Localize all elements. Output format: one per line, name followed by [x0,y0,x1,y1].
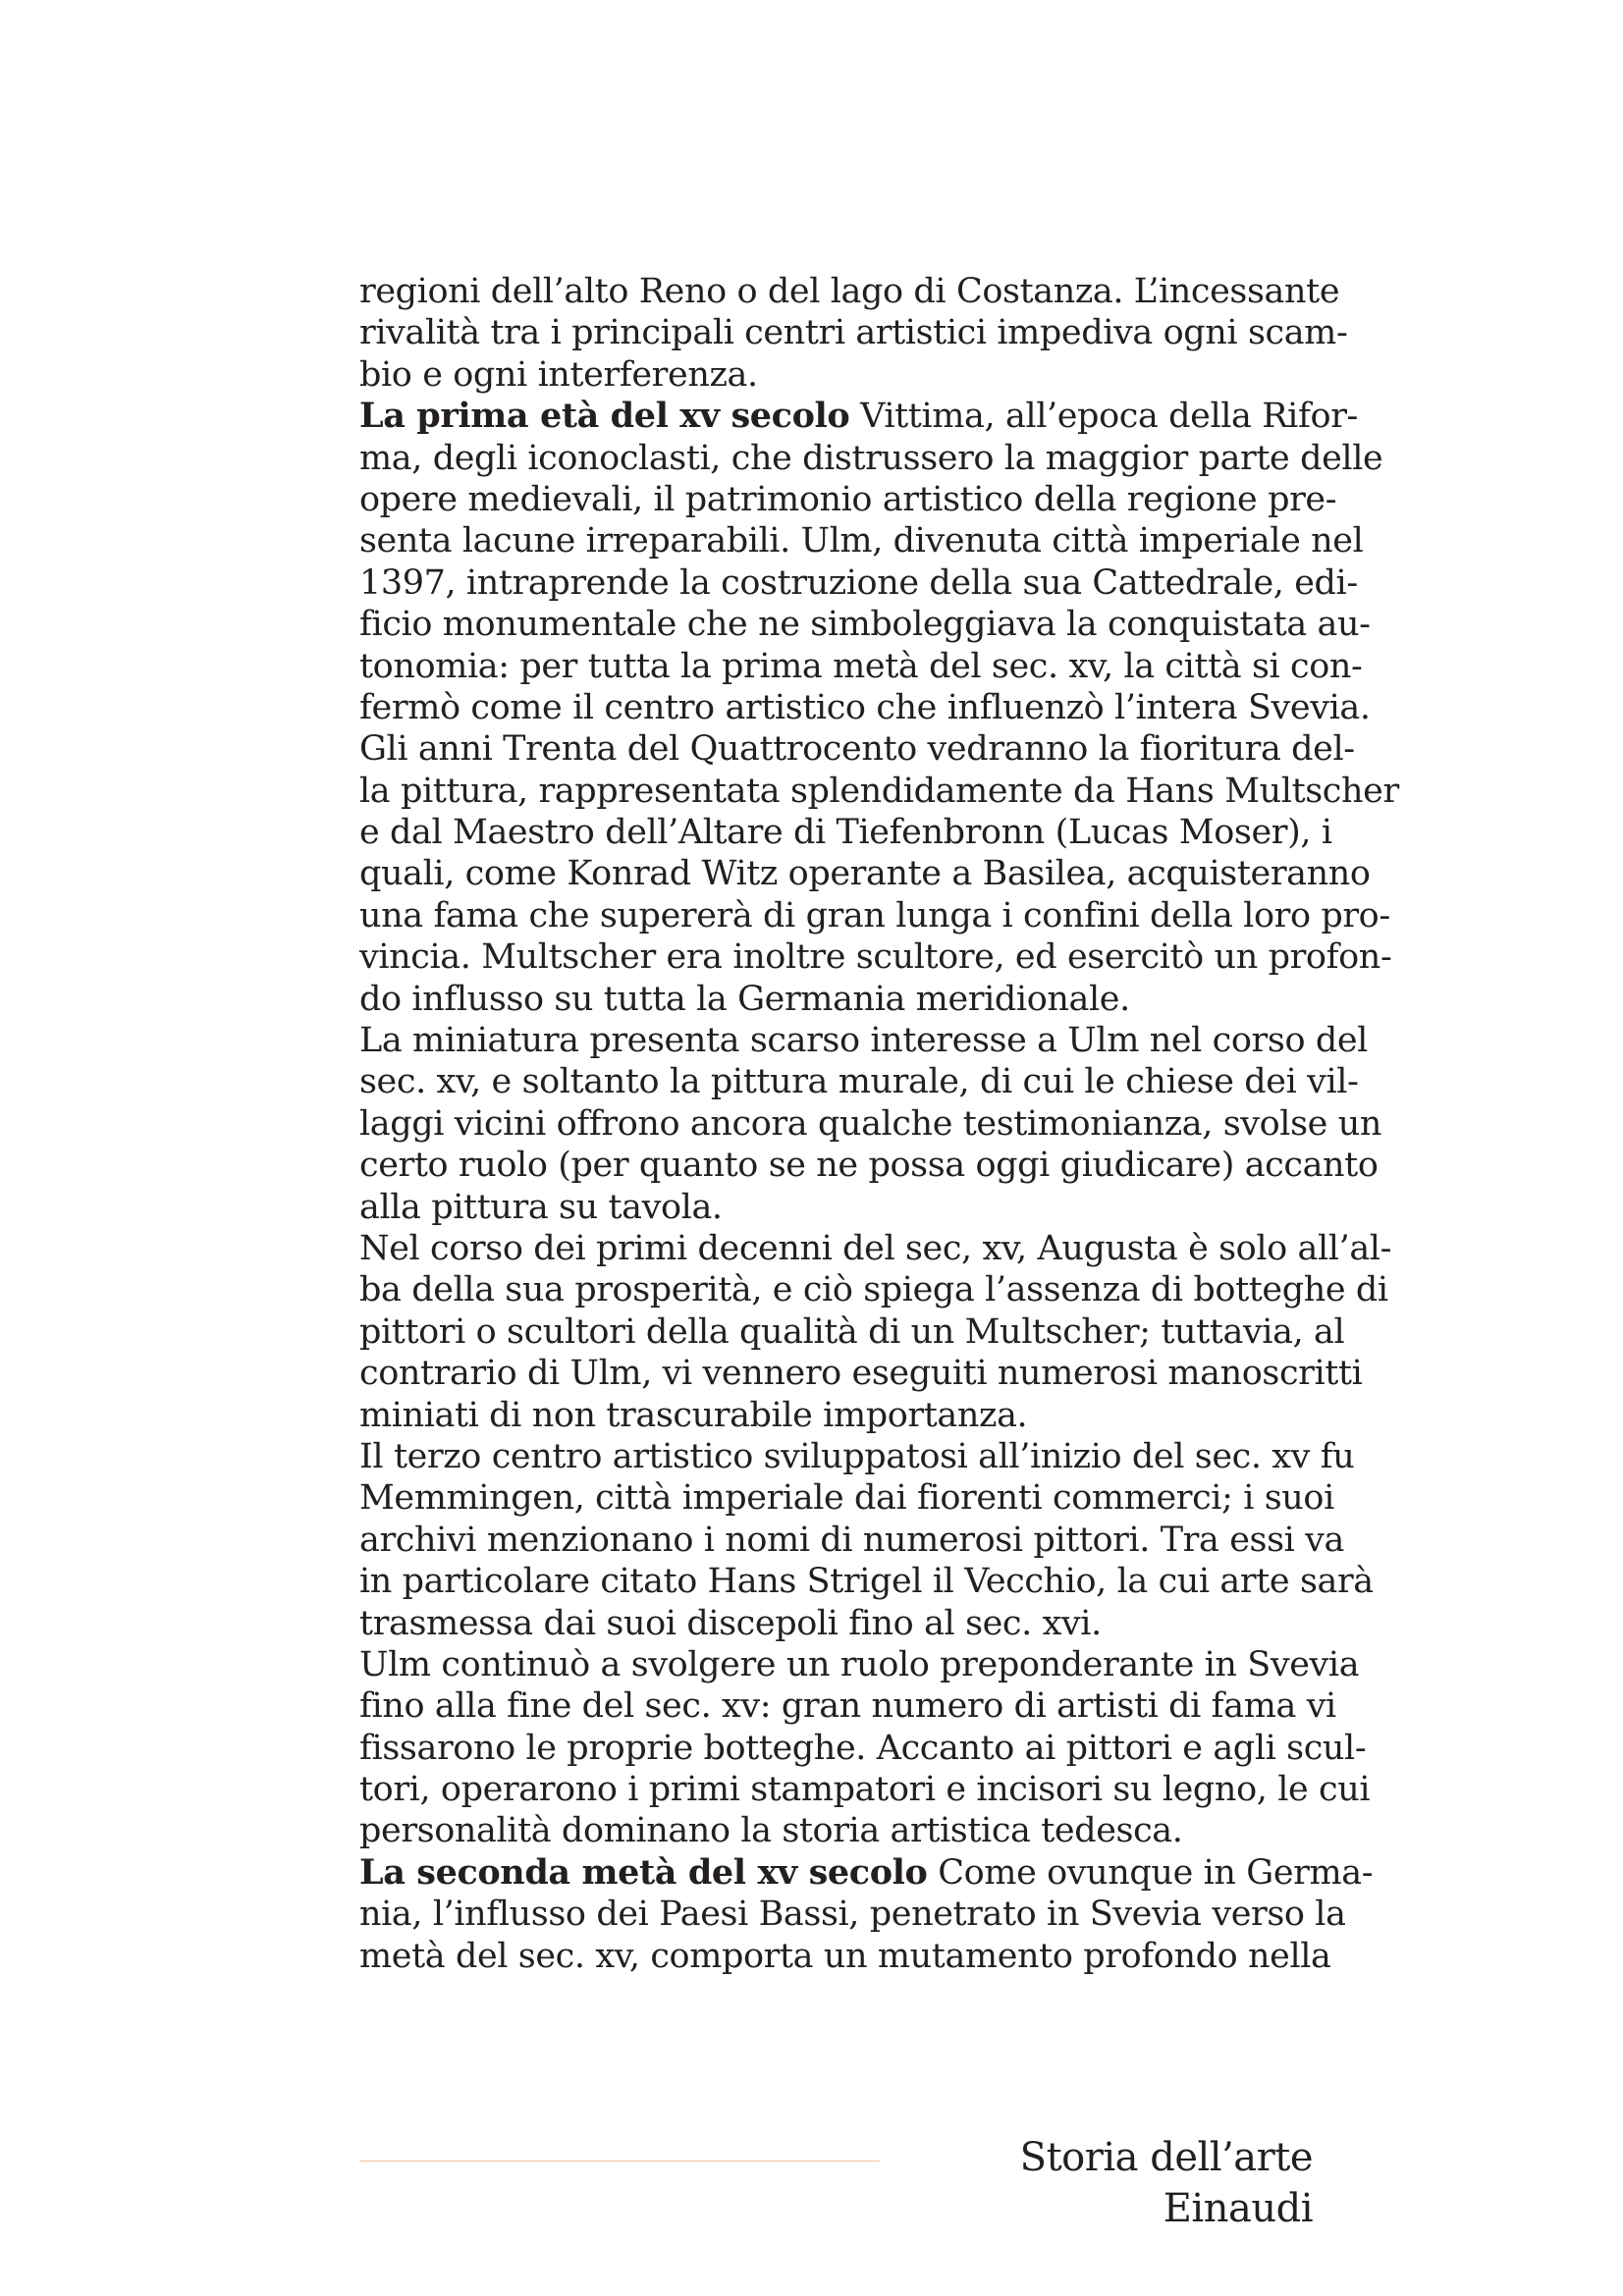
text-line [359,771,1399,812]
line-text: nia, l’influsso dei Paesi Bassi, penetrato in Svevia verso la [359,1895,1346,1935]
line-text: pittori o scultori della qualità di un Multscher; tuttavia, al [359,1311,1345,1352]
text-line [359,1477,1334,1519]
text-line [359,271,1340,312]
text-line [359,1269,1388,1310]
text-line [359,1851,1374,1894]
text-line [359,1187,1313,1228]
text-line [359,979,1313,1020]
text-line [359,895,1390,936]
line-text: laggi vicini offrono ancora qualche testimonianza, svolse un [359,1103,1381,1144]
text-line [359,728,1355,770]
line-text: sec. xv, e soltanto la pittura murale, di cui le chiese dei vil- [359,1062,1359,1102]
text-line [359,1145,1379,1186]
line-text: quali, come Konrad Witz operante a Basilea, acquisteranno [359,854,1371,894]
text-line [359,604,1371,645]
line-text: una fama che supererà di gran lunga i confini della loro pro- [359,895,1390,935]
line-text: miniati di non trascurabile importanza. [359,1395,1028,1435]
text-line [359,1061,1359,1102]
text-line [359,1520,1344,1561]
line-text: personalità dominano la storia artistica tedesca. [359,1811,1183,1851]
text-line [359,1020,1368,1061]
text-line [359,396,1358,437]
line-text: Vittima, all’epoca della Rifor- [849,397,1358,437]
text-line [359,853,1371,894]
text-line [359,1685,1336,1727]
line-text: e dal Maestro dell’Altare di Tiefenbronn (Lucas Moser), i [359,813,1332,853]
line-text: contrario di Ulm, vi vennero eseguiti numerosi manoscritti [359,1354,1363,1394]
line-text: 1397, intraprende la costruzione della sua Cattedrale, edi- [359,562,1358,603]
section-heading: La prima età del xv secolo [359,396,850,437]
text-line [359,520,1364,561]
text-line [359,1353,1363,1394]
line-text: Gli anni Trenta del Quattrocento vedranno la fioritura del- [359,729,1355,770]
text-line [359,1561,1374,1602]
line-text: senta lacune irreparabili. Ulm, divenuta città imperiale nel [359,521,1364,561]
text-line [359,1603,1313,1644]
text-line [359,1311,1345,1353]
line-text: Nel corso dei primi decenni del sec, xv, Augusta è solo all’al- [359,1228,1392,1268]
text-line [359,1644,1360,1685]
line-text: opere medievali, il patrimonio artistico della regione pre- [359,479,1337,519]
line-text: regioni dell’alto Reno o del lago di Costanza. L’incessante [359,272,1340,311]
text-line [359,1936,1331,1977]
text-line [359,687,1371,728]
line-text: La miniatura presenta scarso interesse a Ulm nel corso del [359,1021,1368,1061]
line-text: tori, operarono i primi stampatori e incisori su legno, le cui [359,1770,1371,1810]
line-text: fermò come il centro artistico che influenzò l’intera Svevia. [359,687,1371,727]
text-line [359,1436,1355,1477]
line-text: Memmingen, città imperiale dai fiorenti commerci; i suoi [359,1478,1334,1519]
line-text: archivi menzionano i nomi di numerosi pittori. Tra essi va [359,1520,1344,1560]
line-text: vincia. Multscher era inoltre scultore, ed esercitò un profon- [359,937,1392,978]
text-line [359,1769,1371,1810]
text-line [359,1103,1381,1145]
line-text: do influsso su tutta la Germania meridionale. [359,979,1130,1019]
text-line [359,1395,1313,1436]
line-text: Ulm continuò a svolgere un ruolo preponderante in Svevia [359,1644,1360,1684]
line-text: fissarono le proprie botteghe. Accanto ai pittori e agli scul- [359,1728,1367,1768]
line-text: metà del sec. xv, comporta un mutamento profondo nella [359,1936,1331,1976]
text-line [359,479,1337,520]
line-text: trasmessa dai suoi discepoli fino al sec. xvi. [359,1603,1102,1643]
text-line [359,1728,1367,1769]
text-line [359,812,1332,853]
line-text: ba della sua prosperità, e ciò spiega l’assenza di botteghe di [359,1270,1388,1310]
text-line [359,1228,1392,1269]
line-text: in particolare citato Hans Strigel il Vecchio, la cui arte sarà [359,1562,1374,1602]
footer-title: Storia dell’arte Einaudi [1019,2135,1313,2231]
line-text: tonomia: per tutta la prima metà del sec. xv, la città si con- [359,646,1363,686]
text-line [359,312,1348,353]
line-text: ficio monumentale che ne simboleggiava la conquistata au- [359,605,1371,645]
text-line [359,1810,1313,1851]
text-line [359,354,1313,396]
section-heading: La seconda metà del xv secolo [359,1851,928,1893]
text-line [359,438,1383,479]
line-text: bio e ogni interferenza. [359,354,758,395]
line-text: ma, degli iconoclasti, che distrussero la maggior parte delle [359,438,1383,478]
line-text: la pittura, rappresentata splendidamente da Hans Multscher [359,771,1399,811]
text-line [359,646,1363,687]
footer-rule [359,2161,880,2162]
text-line [359,562,1358,604]
text-line [359,1894,1346,1935]
line-text: Il terzo centro artistico sviluppatosi all’inizio del sec. xv fu [359,1436,1355,1476]
line-text: certo ruolo (per quanto se ne possa oggi giudicare) accanto [359,1146,1379,1186]
line-text: alla pittura su tavola. [359,1187,723,1227]
text-line [359,936,1392,978]
line-text: rivalità tra i principali centri artistici impediva ogni scam- [359,313,1348,353]
line-text: fino alla fine del sec. xv: gran numero di artisti di fama vi [359,1686,1336,1727]
body-text [359,271,1399,1977]
line-text: Come ovunque in Germa- [927,1852,1374,1893]
